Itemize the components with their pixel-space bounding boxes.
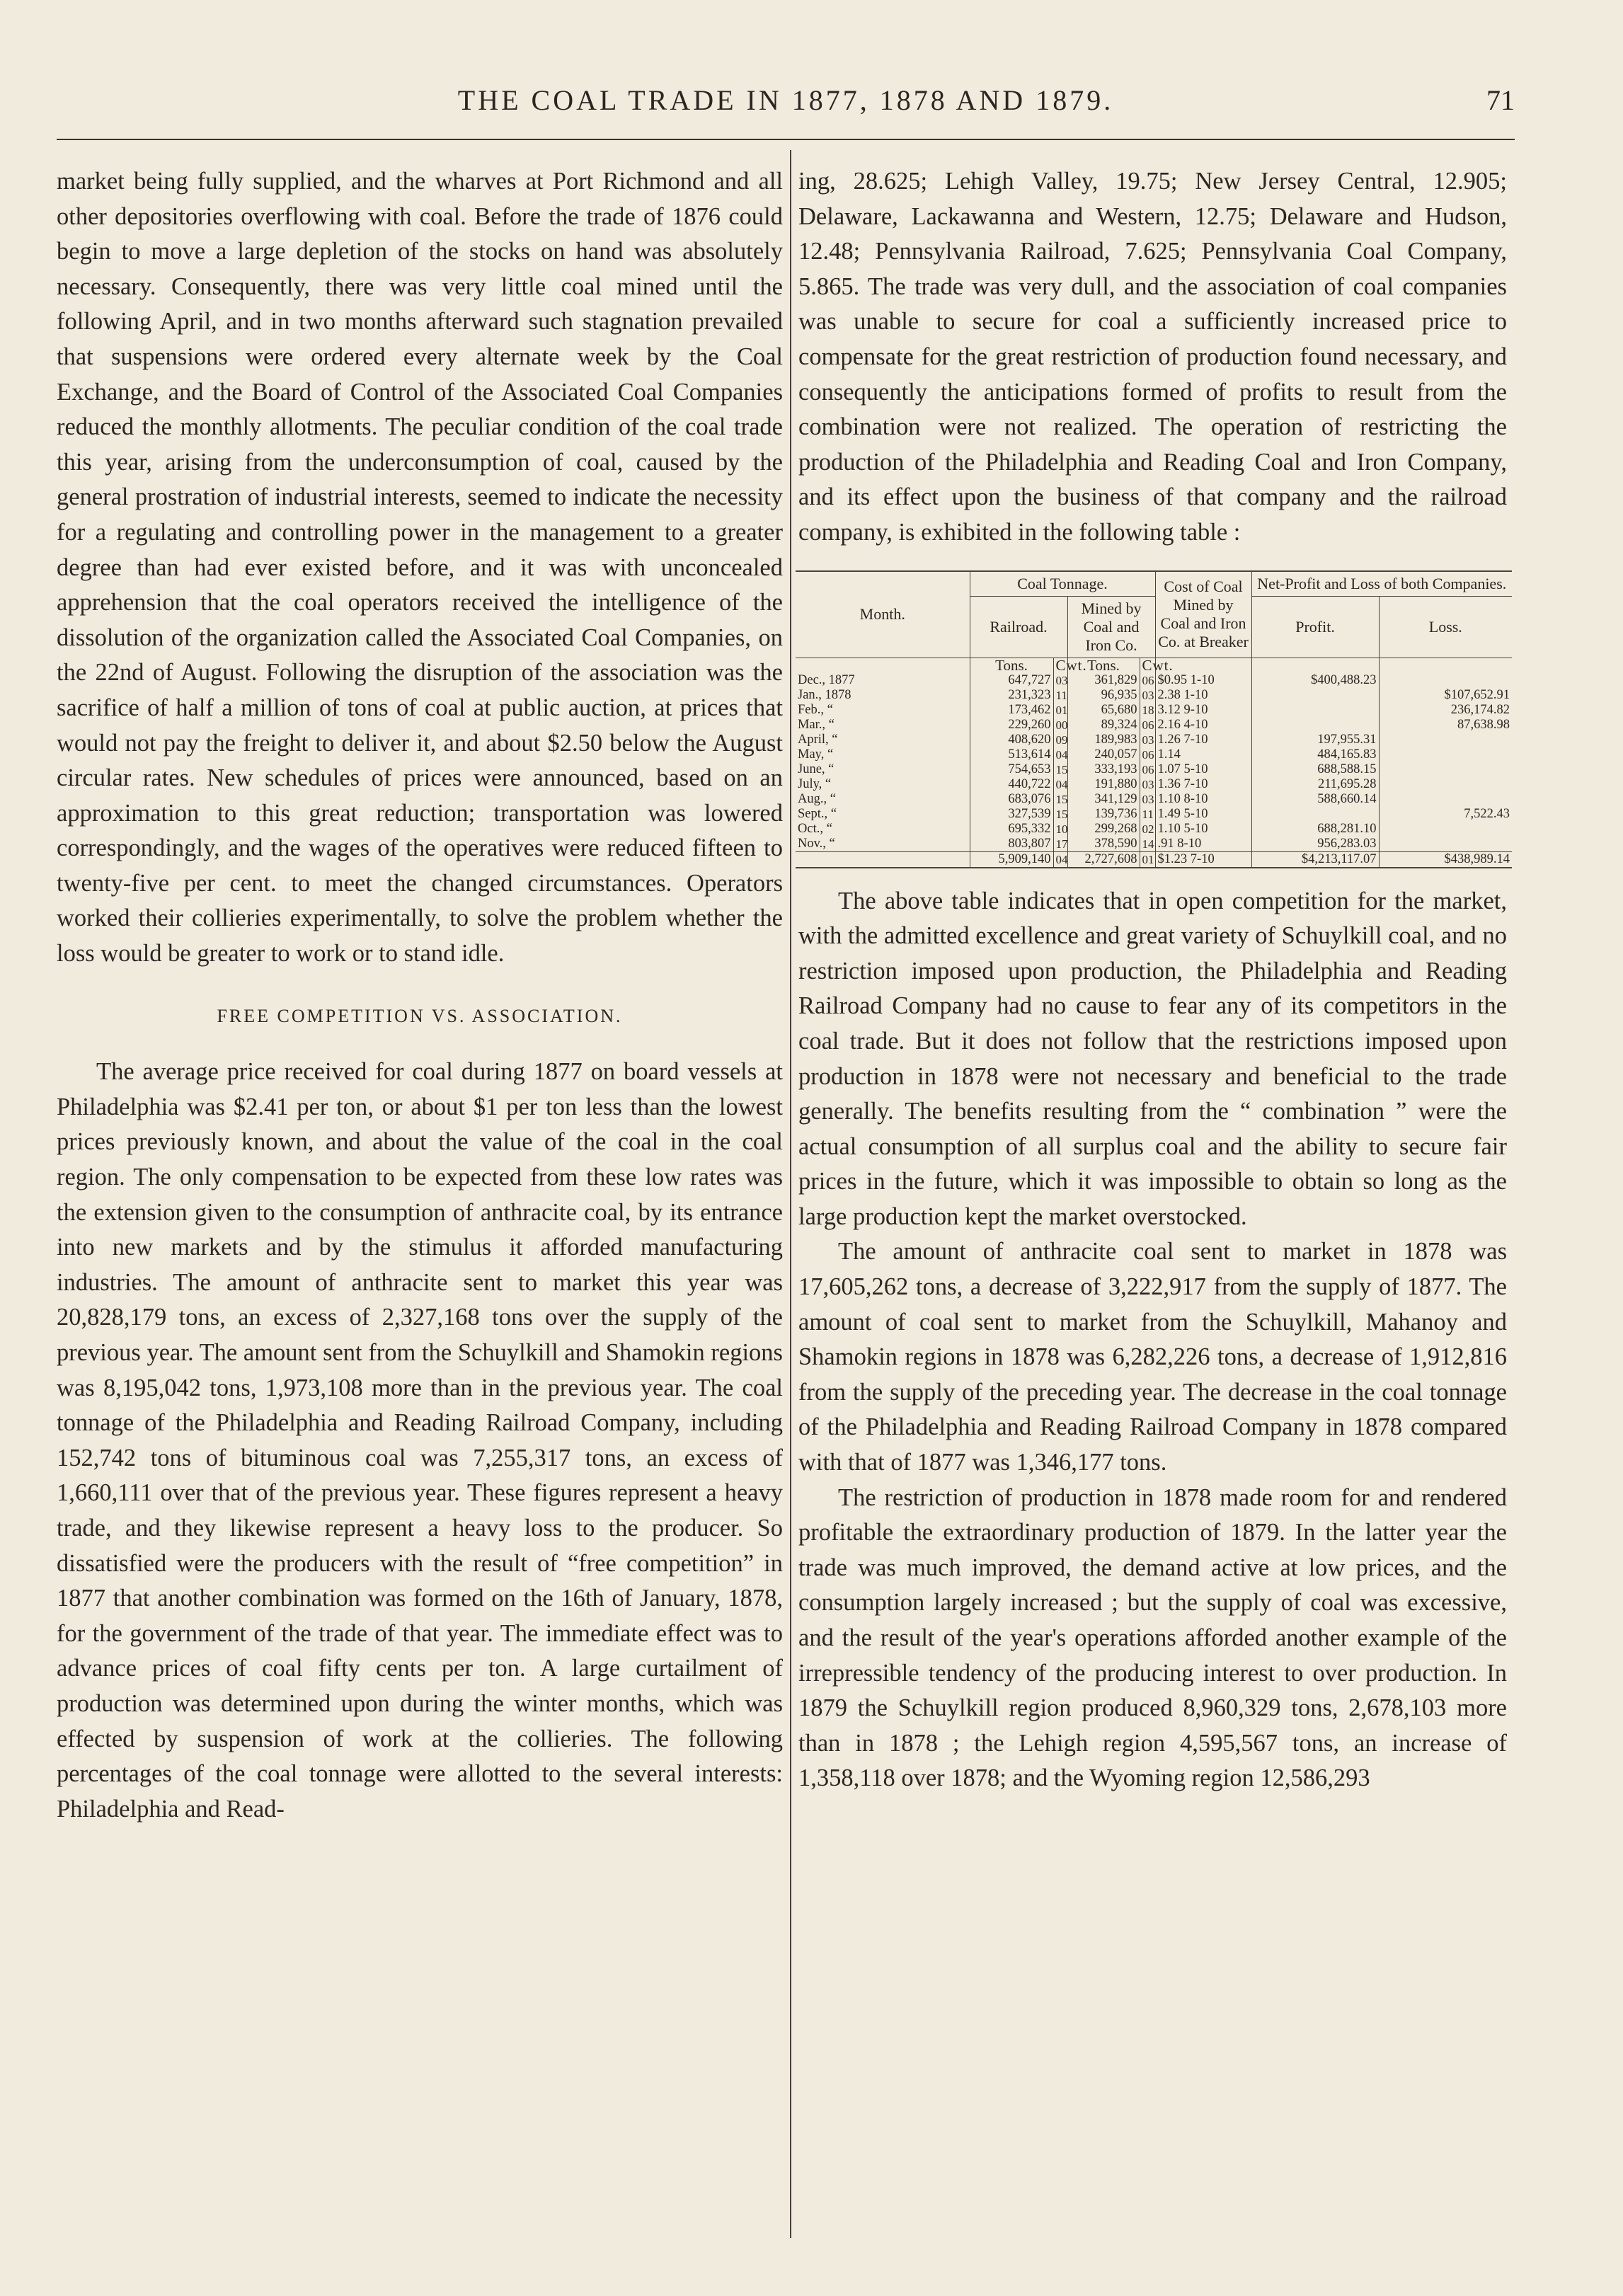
table-row: [796, 777, 1512, 792]
cell-mined-tons: 240,057: [1067, 747, 1140, 762]
header-month: Month.: [796, 571, 970, 658]
cell-mined-cwt: 03: [1140, 792, 1155, 807]
cell-loss: 236,174.82: [1379, 703, 1512, 718]
column-rule: [790, 150, 791, 2238]
total-mined-cwt: 01: [1140, 851, 1155, 868]
cell-mined-tons: 378,590: [1067, 837, 1140, 852]
cell-railroad-cwt: 10: [1053, 822, 1067, 837]
cell-cost: 3.12 9-10: [1155, 703, 1251, 718]
cell-mined-cwt: 06: [1140, 747, 1155, 762]
cell-railroad-tons: 408,620: [970, 733, 1053, 747]
cell-railroad-cwt: 15: [1053, 762, 1067, 777]
header-profit: Profit.: [1251, 596, 1379, 658]
cell-cost: 1.14: [1155, 747, 1251, 762]
right-intro-paragraph: ing, 28.625; Lehigh Valley, 19.75; New Jersey Central, 12.905; Delaware, Lackawanna and Western, 12.75; Delaware and Hudson, 12.48; Pennsylvania Railroad, 7.625; Pennsylvania Coal Company, 5.865. The trade was very dull, and the association of coal companies was unable to secure for coal a sufficiently increased price to compensate for the great restriction of production found necessary, and consequently the anticipations formed of profits to result from the combination were not realized. The operation of restricting the production of the Philadelphia and Reading Coal and Iron Company, and its effect upon the business of that company and the railroad company, is exhibited in the following table :: [798, 168, 1507, 546]
cell-profit: 197,955.31: [1251, 733, 1379, 747]
table-row: [796, 807, 1512, 822]
cell-mined-tons: 139,736: [1067, 807, 1140, 822]
units-mined-tons: Tons.: [1067, 658, 1140, 673]
cell-mined-cwt: 06: [1140, 762, 1155, 777]
cell-mined-cwt: 06: [1140, 673, 1155, 688]
cell-mined-tons: 89,324: [1067, 718, 1140, 733]
cell-mined-tons: 189,983: [1067, 733, 1140, 747]
cell-mined-cwt: 06: [1140, 718, 1155, 733]
table-body: [796, 658, 1512, 868]
right-column: [798, 164, 1510, 1796]
cell-mined-cwt: 03: [1140, 733, 1155, 747]
total-loss: $438,989.14: [1379, 851, 1512, 868]
header-net-profit-loss: Net-Profit and Loss of both Companies.: [1251, 571, 1512, 597]
cell-cost: .91 8-10: [1155, 837, 1251, 852]
cell-railroad-tons: 440,722: [970, 777, 1053, 792]
cell-mined-tons: 191,880: [1067, 777, 1140, 792]
header-loss: Loss.: [1379, 596, 1512, 658]
table-row: [796, 688, 1512, 703]
right-paragraph: The above table indicates that in open competition for the market, with the admitted excellence and great variety of Schuylkill coal, and no restriction imposed upon production, the Philadelphia and Reading Railroad Company had no cause to fear any of its competitors in the coal trade. But it does not follow that the restrictions imposed upon production in 1878 were not necessary and beneficial to the trade generally. The benefits resulting from the “ combination ” were the actual consumption of all surplus coal and the ability to secure fair prices in the future, which it was impossible to obtain so long as the large production kept the market overstocked.: [798, 887, 1507, 1230]
cell-loss: [1379, 762, 1512, 777]
table-row: [796, 747, 1512, 762]
cell-loss: [1379, 673, 1512, 688]
cell-railroad-cwt: 15: [1053, 807, 1067, 822]
table-row: [796, 837, 1512, 852]
cell-railroad-tons: 229,260: [970, 718, 1053, 733]
cell-mined-tons: 333,193: [1067, 762, 1140, 777]
total-railroad-cwt: 04: [1053, 851, 1067, 868]
units-profit: [1251, 658, 1379, 673]
table-row: [796, 792, 1512, 807]
left-paragraph: market being fully supplied, and the wharves at Port Richmond and all other depositories overflowing with coal. Before the trade of 1876 could begin to move a large depletion of the stocks on hand was absolutely necessary. Consequently, there was very little coal mined until the following April, and in two months afterward such stagnation prevailed that suspensions were ordered every alternate week by the Coal Exchange, and the Board of Control of the Associated Coal Companies reduced the monthly allotments. The peculiar condition of the coal trade this year, arising from the underconsumption of coal, caused by the general prostration of industrial interests, seemed to indicate the necessity for a regulating and controlling power in the management to a greater degree than had ever existed before, and it was with unconcealed apprehension that the coal operators received the intelligence of the dissolution of the organization called the Associated Coal Companies, on the 22nd of August. Following the disruption of the association was the sacrifice of half a million of tons of coal at public auction, at prices that would not pay the freight to deliver it, and about $2.50 below the August circular rates. New schedules of prices were announced, based on an approximation to this great reduction; transportation was lowered correspondingly, and the wages of the operatives were reduced fifteen to twenty-five per cent. to meet the changed circumstances. Operators worked their collieries experimentally, to solve the problem whether the loss would be greater to work or to stand idle.: [57, 168, 783, 968]
cell-profit: 211,695.28: [1251, 777, 1379, 792]
cell-profit: [1251, 703, 1379, 718]
cell-mined-cwt: 02: [1140, 822, 1155, 837]
cell-railroad-cwt: 01: [1053, 703, 1067, 718]
cell-railroad-cwt: 11: [1053, 688, 1067, 703]
table-row: [796, 703, 1512, 718]
cell-loss: [1379, 822, 1512, 837]
cell-mined-cwt: 18: [1140, 703, 1155, 718]
units-loss: [1379, 658, 1512, 673]
cell-loss: 87,638.98: [1379, 718, 1512, 733]
cell-month: Feb., “: [798, 702, 833, 717]
units-mined-cwt: Cwt.: [1140, 658, 1155, 673]
total-profit: $4,213,117.07: [1251, 851, 1379, 868]
table-row: [796, 718, 1512, 733]
cell-mined-tons: 341,129: [1067, 792, 1140, 807]
cell-month: Aug., “: [798, 791, 836, 806]
cell-railroad-cwt: 00: [1053, 718, 1067, 733]
totals-row: [796, 851, 1512, 868]
table-row: [796, 762, 1512, 777]
table-row: [796, 733, 1512, 747]
cell-loss: [1379, 747, 1512, 762]
cell-profit: 588,660.14: [1251, 792, 1379, 807]
cell-month: Nov., “: [798, 836, 835, 851]
total-railroad-tons: 5,909,140: [970, 851, 1053, 868]
cell-month: Jan., 1878: [798, 687, 851, 702]
cell-railroad-cwt: 03: [1053, 673, 1067, 688]
cell-railroad-tons: 754,653: [970, 762, 1053, 777]
cell-loss: $107,652.91: [1379, 688, 1512, 703]
cell-loss: [1379, 777, 1512, 792]
header-coal-tonnage: Coal Tonnage.: [970, 571, 1155, 597]
units-month: [796, 658, 970, 673]
cell-cost: 1.10 8-10: [1155, 792, 1251, 807]
header-cost: Cost of Coal Mined by Coal and Iron Co. at Breaker: [1155, 571, 1251, 658]
cell-mined-cwt: 11: [1140, 807, 1155, 822]
cell-month: June, “: [798, 762, 835, 776]
cell-loss: 7,522.43: [1379, 807, 1512, 822]
cell-month: April, “: [798, 732, 838, 747]
units-railroad-tons: Tons.: [970, 658, 1053, 673]
cell-railroad-tons: 695,332: [970, 822, 1053, 837]
cell-month: Dec., 1877: [798, 672, 855, 687]
cell-railroad-cwt: 04: [1053, 777, 1067, 792]
cell-railroad-tons: 231,323: [970, 688, 1053, 703]
cell-month: May, “: [798, 747, 834, 762]
cell-mined-tons: 65,680: [1067, 703, 1140, 718]
table-row: [796, 822, 1512, 837]
cell-railroad-cwt: 04: [1053, 747, 1067, 762]
cell-railroad-cwt: 15: [1053, 792, 1067, 807]
cell-railroad-cwt: 17: [1053, 837, 1067, 852]
section-paragraph: The average price received for coal during 1877 on board vessels at Philadelphia was $2.41 per ton, or about $1 per ton less than the lowest prices previously known, and about the value of the coal in the coal region. The only compensation to be expected from these low rates was the extension given to the consumption of anthracite coal, by its entrance into new markets and by the stimulus it afforded manufacturing industries. The amount of anthracite sent to market this year was 20,828,179 tons, an excess of 2,327,168 tons over the supply of the previous year. The amount sent from the Schuylkill and Shamokin regions was 8,195,042 tons, 1,973,108 more than in the previous year. The coal tonnage of the Philadelphia and Reading Railroad Company, including 152,742 tons of bituminous coal was 7,255,317 tons, an excess of 1,660,111 over that of the previous year. These figures represent a heavy trade, and they likewise represent a heavy loss to the producer. So dissatisfied were the producers with the result of “free competition” in 1877 that another combination was formed on the 16th of January, 1878, for the government of the trade of that year. The immediate effect was to advance prices of coal fifty cents per ton. A large curtailment of production was determined upon during the winter months, which was effected by suspension of work at the collieries. The following percentages of the coal tonnage were allotted to the several interests: Philadelphia and Read-: [57, 1058, 783, 1823]
table-row: [796, 673, 1512, 688]
header-rule: [57, 139, 1515, 140]
cell-loss: [1379, 733, 1512, 747]
cell-month: Sept., “: [798, 806, 837, 821]
cell-mined-tons: 96,935: [1067, 688, 1140, 703]
cell-mined-cwt: 03: [1140, 688, 1155, 703]
cell-profit: 688,588.15: [1251, 762, 1379, 777]
cell-cost: $0.95 1-10: [1155, 673, 1251, 688]
cell-railroad-tons: 327,539: [970, 807, 1053, 822]
page-number: 71: [1486, 84, 1515, 116]
cell-railroad-tons: 647,727: [970, 673, 1053, 688]
cell-cost: 1.36 7-10: [1155, 777, 1251, 792]
cell-profit: [1251, 807, 1379, 822]
page-header: [57, 84, 1515, 126]
cell-profit: [1251, 688, 1379, 703]
cell-profit: 956,283.03: [1251, 837, 1379, 852]
cell-railroad-tons: 173,462: [970, 703, 1053, 718]
running-title: THE COAL TRADE IN 1877, 1878 AND 1879.: [457, 84, 1114, 116]
cell-mined-tons: 299,268: [1067, 822, 1140, 837]
right-paragraph: The amount of anthracite coal sent to market in 1878 was 17,605,262 tons, a decrease of 3,222,917 from the supply of 1877. The amount of coal sent to market from the Schuylkill, Mahanoy and Shamokin regions in 1878 was 6,282,226 tons, a decrease of 1,912,816 from the supply of the preceding year. The decrease in the coal tonnage of the Philadelphia and Reading Railroad Company in 1878 compared with that of 1877 was 1,346,177 tons.: [798, 1238, 1507, 1476]
cell-mined-tons: 361,829: [1067, 673, 1140, 688]
cell-profit: 484,165.83: [1251, 747, 1379, 762]
cell-month: Mar., “: [798, 717, 835, 732]
section-heading: FREE COMPETITION VS. ASSOCIATION.: [217, 1005, 623, 1026]
cell-cost: 2.16 4-10: [1155, 718, 1251, 733]
cell-loss: [1379, 837, 1512, 852]
left-column: [57, 164, 783, 1827]
stats-table: [796, 570, 1512, 868]
cell-month: Oct., “: [798, 821, 832, 836]
cell-cost: 1.26 7-10: [1155, 733, 1251, 747]
cell-mined-cwt: 03: [1140, 777, 1155, 792]
cell-cost: 1.07 5-10: [1155, 762, 1251, 777]
units-railroad-cwt: Cwt.: [1053, 658, 1067, 673]
header-railroad: Railroad.: [970, 596, 1067, 658]
right-paragraph: The restriction of production in 1878 made room for and rendered profitable the extraordinary production of 1879. In the latter year the trade was much improved, the demand active at low prices, and the consumption largely increased ; but the supply of coal was excessive, and the result of the year's operations afforded another example of the irrepressible tendency of the producing interest to over production. In 1879 the Schuylkill region produced 8,960,329 tons, 2,678,103 more than in 1878 ; the Lehigh region 4,595,567 tons, an increase of 1,358,118 over 1878; and the Wyoming region 12,586,293: [798, 1483, 1507, 1792]
coal-tonnage-table: [796, 570, 1512, 868]
cell-profit: $400,488.23: [1251, 673, 1379, 688]
cell-railroad-cwt: 09: [1053, 733, 1067, 747]
total-month: [796, 851, 970, 868]
total-cost: $1.23 7-10: [1155, 851, 1251, 868]
cell-railroad-tons: 803,807: [970, 837, 1053, 852]
cell-railroad-tons: 513,614: [970, 747, 1053, 762]
cell-railroad-tons: 683,076: [970, 792, 1053, 807]
cell-cost: 1.10 5-10: [1155, 822, 1251, 837]
cell-mined-cwt: 14: [1140, 837, 1155, 852]
total-mined-tons: 2,727,608: [1067, 851, 1140, 868]
cell-cost: 1.49 5-10: [1155, 807, 1251, 822]
cell-profit: [1251, 718, 1379, 733]
cell-profit: 688,281.10: [1251, 822, 1379, 837]
header-mined: Mined by Coal and Iron Co.: [1067, 596, 1155, 658]
cell-month: July, “: [798, 776, 832, 791]
cell-cost: 2.38 1-10: [1155, 688, 1251, 703]
cell-loss: [1379, 792, 1512, 807]
